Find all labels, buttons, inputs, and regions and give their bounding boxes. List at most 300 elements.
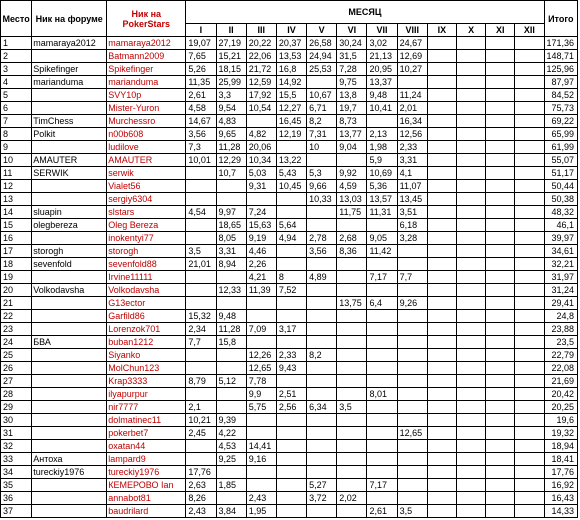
table-row bbox=[1, 128, 578, 141]
month-score-cell bbox=[216, 349, 246, 362]
month-score-cell: 8,79 bbox=[186, 375, 216, 388]
pokerstars-nick-cell: slstars bbox=[107, 206, 186, 219]
pokerstars-nick-cell: SVY10p bbox=[107, 89, 186, 102]
month-score-cell: 5,26 bbox=[186, 63, 216, 76]
month-column-header: VIII bbox=[397, 24, 427, 37]
month-score-cell: 12,26 bbox=[246, 349, 276, 362]
month-score-cell bbox=[486, 154, 515, 167]
month-score-cell: 7,3 bbox=[186, 141, 216, 154]
month-score-cell bbox=[186, 193, 216, 206]
month-score-cell bbox=[397, 466, 427, 479]
month-score-cell: 12,69 bbox=[397, 50, 427, 63]
month-score-cell bbox=[515, 440, 544, 453]
month-score-cell bbox=[486, 63, 515, 76]
forum-nick-cell: БВА bbox=[32, 336, 107, 349]
month-score-cell bbox=[486, 193, 515, 206]
month-score-cell: 4,82 bbox=[246, 128, 276, 141]
table-row bbox=[1, 37, 578, 50]
month-score-cell: 9,16 bbox=[246, 453, 276, 466]
month-score-cell: 2,34 bbox=[186, 323, 216, 336]
month-score-cell bbox=[427, 271, 456, 284]
pokerstars-nick-cell: marianduma bbox=[107, 76, 186, 89]
month-score-cell bbox=[457, 37, 486, 50]
pokerstars-nick-cell: inokentyi77 bbox=[107, 232, 186, 245]
place-cell: 25 bbox=[1, 349, 32, 362]
month-score-cell: 13,8 bbox=[337, 89, 367, 102]
total-cell: 65,99 bbox=[544, 128, 577, 141]
month-score-cell bbox=[276, 245, 306, 258]
month-score-cell bbox=[337, 323, 367, 336]
month-score-cell bbox=[427, 232, 456, 245]
month-column-header: X bbox=[457, 24, 486, 37]
month-score-cell bbox=[457, 63, 486, 76]
table-row bbox=[1, 50, 578, 63]
place-cell: 10 bbox=[1, 154, 32, 167]
month-score-cell bbox=[457, 271, 486, 284]
month-score-cell bbox=[486, 128, 515, 141]
month-score-cell bbox=[367, 492, 397, 505]
month-score-cell bbox=[486, 89, 515, 102]
month-score-cell bbox=[515, 349, 544, 362]
table-row bbox=[1, 258, 578, 271]
month-score-cell: 5,12 bbox=[216, 375, 246, 388]
month-score-cell bbox=[486, 258, 515, 271]
forum-nick-cell bbox=[32, 505, 107, 518]
table-row bbox=[1, 466, 578, 479]
total-cell: 22,79 bbox=[544, 349, 577, 362]
month-score-cell bbox=[457, 115, 486, 128]
month-score-cell bbox=[276, 466, 306, 479]
month-score-cell: 11,24 bbox=[397, 89, 427, 102]
month-score-cell: 9,48 bbox=[216, 310, 246, 323]
month-score-cell bbox=[216, 362, 246, 375]
month-score-cell: 13,53 bbox=[276, 50, 306, 63]
month-score-cell: 2,13 bbox=[367, 128, 397, 141]
month-score-cell bbox=[427, 193, 456, 206]
month-score-cell: 11,28 bbox=[216, 323, 246, 336]
month-score-cell bbox=[367, 349, 397, 362]
month-score-cell bbox=[397, 453, 427, 466]
month-score-cell bbox=[515, 258, 544, 271]
pokerstars-nick-cell: MolChun123 bbox=[107, 362, 186, 375]
month-score-cell bbox=[246, 414, 276, 427]
month-score-cell: 5,64 bbox=[276, 219, 306, 232]
place-cell: 5 bbox=[1, 89, 32, 102]
month-score-cell bbox=[397, 336, 427, 349]
month-score-cell bbox=[457, 310, 486, 323]
month-score-cell bbox=[276, 297, 306, 310]
total-cell: 148,71 bbox=[544, 50, 577, 63]
month-score-cell bbox=[337, 505, 367, 518]
standings-body bbox=[1, 37, 578, 518]
month-score-cell bbox=[457, 414, 486, 427]
month-score-cell bbox=[367, 219, 397, 232]
month-score-cell: 3,02 bbox=[367, 37, 397, 50]
total-cell: 84,52 bbox=[544, 89, 577, 102]
forum-nick-cell bbox=[32, 180, 107, 193]
place-cell: 17 bbox=[1, 245, 32, 258]
month-score-cell bbox=[246, 310, 276, 323]
month-score-cell: 2,56 bbox=[276, 401, 306, 414]
place-cell: 1 bbox=[1, 37, 32, 50]
month-score-cell: 13,75 bbox=[337, 297, 367, 310]
month-score-cell bbox=[486, 141, 515, 154]
month-score-cell bbox=[337, 440, 367, 453]
month-score-cell bbox=[337, 284, 367, 297]
month-score-cell: 24,67 bbox=[397, 37, 427, 50]
month-score-cell bbox=[216, 388, 246, 401]
month-score-cell bbox=[427, 427, 456, 440]
month-score-cell: 15,21 bbox=[216, 50, 246, 63]
month-score-cell bbox=[186, 453, 216, 466]
month-score-cell: 1,98 bbox=[367, 141, 397, 154]
month-score-cell bbox=[457, 284, 486, 297]
place-header: Место bbox=[1, 1, 32, 37]
forum-nick-cell bbox=[32, 401, 107, 414]
month-score-cell bbox=[276, 414, 306, 427]
month-score-cell bbox=[515, 245, 544, 258]
month-score-cell bbox=[486, 76, 515, 89]
month-score-cell: 10,54 bbox=[246, 102, 276, 115]
month-score-cell bbox=[367, 284, 397, 297]
month-score-cell bbox=[307, 375, 337, 388]
month-score-cell bbox=[515, 37, 544, 50]
month-score-cell: 3,5 bbox=[186, 245, 216, 258]
month-score-cell bbox=[486, 479, 515, 492]
month-score-cell bbox=[397, 414, 427, 427]
place-cell: 27 bbox=[1, 375, 32, 388]
pokerstars-nick-cell: ilyapurpur bbox=[107, 388, 186, 401]
month-score-cell bbox=[515, 310, 544, 323]
month-score-cell bbox=[337, 375, 367, 388]
table-row bbox=[1, 414, 578, 427]
month-column-header: VII bbox=[367, 24, 397, 37]
month-score-cell bbox=[515, 297, 544, 310]
month-score-cell bbox=[486, 323, 515, 336]
forum-nick-cell bbox=[32, 193, 107, 206]
total-cell: 18,94 bbox=[544, 440, 577, 453]
month-score-cell bbox=[457, 349, 486, 362]
month-score-cell bbox=[367, 375, 397, 388]
month-score-cell bbox=[427, 310, 456, 323]
month-score-cell: 9,97 bbox=[216, 206, 246, 219]
month-score-cell: 8,05 bbox=[216, 232, 246, 245]
month-score-cell: 9,19 bbox=[246, 232, 276, 245]
month-score-cell bbox=[367, 310, 397, 323]
place-cell: 23 bbox=[1, 323, 32, 336]
month-score-cell: 3,3 bbox=[216, 89, 246, 102]
month-score-cell: 2,61 bbox=[367, 505, 397, 518]
month-score-cell bbox=[427, 245, 456, 258]
month-score-cell bbox=[307, 206, 337, 219]
month-score-cell bbox=[427, 37, 456, 50]
month-score-cell bbox=[457, 479, 486, 492]
pokerstars-nick-cell: n00b608 bbox=[107, 128, 186, 141]
month-score-cell bbox=[457, 76, 486, 89]
month-score-cell: 3,51 bbox=[397, 206, 427, 219]
month-score-cell bbox=[367, 466, 397, 479]
pokerstars-nick-cell: AMAUTER bbox=[107, 154, 186, 167]
place-cell: 34 bbox=[1, 466, 32, 479]
place-cell: 29 bbox=[1, 401, 32, 414]
place-cell: 7 bbox=[1, 115, 32, 128]
table-row bbox=[1, 388, 578, 401]
month-score-cell: 3,31 bbox=[216, 245, 246, 258]
forum-nick-cell bbox=[32, 297, 107, 310]
month-score-cell bbox=[457, 167, 486, 180]
month-score-cell bbox=[486, 271, 515, 284]
month-score-cell bbox=[486, 102, 515, 115]
month-score-cell bbox=[457, 128, 486, 141]
month-score-cell: 10,01 bbox=[186, 154, 216, 167]
month-score-cell: 16,45 bbox=[276, 115, 306, 128]
month-score-cell bbox=[457, 440, 486, 453]
table-row bbox=[1, 193, 578, 206]
month-score-cell: 19,07 bbox=[186, 37, 216, 50]
place-cell: 36 bbox=[1, 492, 32, 505]
total-cell: 46,1 bbox=[544, 219, 577, 232]
month-score-cell bbox=[515, 284, 544, 297]
total-cell: 87,97 bbox=[544, 76, 577, 89]
month-score-cell bbox=[486, 167, 515, 180]
month-score-cell bbox=[216, 271, 246, 284]
month-score-cell: 4,1 bbox=[397, 167, 427, 180]
month-score-cell bbox=[515, 479, 544, 492]
month-score-cell bbox=[397, 76, 427, 89]
month-score-cell: 25,99 bbox=[216, 76, 246, 89]
forum-nick-cell bbox=[32, 323, 107, 336]
month-score-cell bbox=[337, 336, 367, 349]
month-score-cell: 5,43 bbox=[276, 167, 306, 180]
pokerstars-nick-cell: Batmann2009 bbox=[107, 50, 186, 63]
month-score-cell bbox=[515, 323, 544, 336]
place-cell: 26 bbox=[1, 362, 32, 375]
place-cell: 13 bbox=[1, 193, 32, 206]
month-score-cell: 12,59 bbox=[246, 76, 276, 89]
month-score-cell: 5,03 bbox=[246, 167, 276, 180]
forum-nick-cell bbox=[32, 310, 107, 323]
month-score-cell bbox=[307, 440, 337, 453]
place-cell: 3 bbox=[1, 63, 32, 76]
month-score-cell bbox=[186, 271, 216, 284]
month-score-cell: 2,33 bbox=[276, 349, 306, 362]
pokerstars-nick-cell: Oleg Bereza bbox=[107, 219, 186, 232]
month-score-cell bbox=[276, 492, 306, 505]
month-score-cell: 2,45 bbox=[186, 427, 216, 440]
month-score-cell bbox=[427, 258, 456, 271]
month-score-cell bbox=[457, 102, 486, 115]
month-score-cell bbox=[246, 115, 276, 128]
total-cell: 48,32 bbox=[544, 206, 577, 219]
month-score-cell bbox=[427, 297, 456, 310]
month-score-cell bbox=[427, 349, 456, 362]
month-score-cell bbox=[216, 193, 246, 206]
month-score-cell bbox=[427, 362, 456, 375]
month-score-cell: 3,56 bbox=[307, 245, 337, 258]
month-score-cell: 20,22 bbox=[246, 37, 276, 50]
table-row bbox=[1, 362, 578, 375]
month-score-cell bbox=[367, 258, 397, 271]
total-cell: 69,22 bbox=[544, 115, 577, 128]
month-score-cell bbox=[515, 427, 544, 440]
month-score-cell bbox=[186, 349, 216, 362]
month-score-cell bbox=[486, 505, 515, 518]
forum-nick-cell: Volkodavsha bbox=[32, 284, 107, 297]
month-score-cell bbox=[515, 206, 544, 219]
pokerstars-nick-cell: annabot81 bbox=[107, 492, 186, 505]
place-cell: 24 bbox=[1, 336, 32, 349]
month-score-cell bbox=[367, 401, 397, 414]
month-score-cell bbox=[457, 245, 486, 258]
month-score-cell: 15,5 bbox=[276, 89, 306, 102]
month-score-cell bbox=[367, 414, 397, 427]
month-score-cell bbox=[515, 180, 544, 193]
month-score-cell bbox=[307, 362, 337, 375]
place-cell: 32 bbox=[1, 440, 32, 453]
month-score-cell: 5,36 bbox=[367, 180, 397, 193]
month-score-cell bbox=[457, 427, 486, 440]
month-column-header: V bbox=[307, 24, 337, 37]
forum-nick-header: Ник на форуме bbox=[32, 1, 107, 37]
place-cell: 16 bbox=[1, 232, 32, 245]
place-cell: 9 bbox=[1, 141, 32, 154]
month-score-cell bbox=[427, 375, 456, 388]
forum-nick-cell: SERWIK bbox=[32, 167, 107, 180]
total-cell: 171,36 bbox=[544, 37, 577, 50]
month-score-cell bbox=[486, 492, 515, 505]
pokerstars-nick-header: Ник на PokerStars bbox=[107, 1, 186, 37]
month-score-cell: 2,33 bbox=[397, 141, 427, 154]
place-cell: 33 bbox=[1, 453, 32, 466]
month-score-cell: 13,77 bbox=[337, 128, 367, 141]
month-score-cell bbox=[515, 232, 544, 245]
total-cell: 16,43 bbox=[544, 492, 577, 505]
month-score-cell: 7,52 bbox=[276, 284, 306, 297]
month-score-cell bbox=[457, 206, 486, 219]
table-row bbox=[1, 219, 578, 232]
month-score-cell bbox=[397, 479, 427, 492]
total-cell: 14,33 bbox=[544, 505, 577, 518]
month-score-cell bbox=[515, 128, 544, 141]
month-score-cell bbox=[427, 440, 456, 453]
month-score-cell bbox=[486, 310, 515, 323]
month-score-cell: 10,34 bbox=[246, 154, 276, 167]
month-score-cell bbox=[307, 453, 337, 466]
month-score-cell bbox=[515, 141, 544, 154]
month-score-cell bbox=[427, 206, 456, 219]
month-score-cell bbox=[397, 440, 427, 453]
month-score-cell: 5,27 bbox=[307, 479, 337, 492]
month-score-cell bbox=[186, 167, 216, 180]
month-score-cell: 13,37 bbox=[367, 76, 397, 89]
total-cell: 39,97 bbox=[544, 232, 577, 245]
month-score-cell: 19,7 bbox=[337, 102, 367, 115]
month-score-cell bbox=[367, 427, 397, 440]
month-score-cell bbox=[486, 219, 515, 232]
month-score-cell: 6,34 bbox=[307, 401, 337, 414]
pokerstars-nick-cell: sevenfold88 bbox=[107, 258, 186, 271]
month-score-cell bbox=[276, 310, 306, 323]
month-column-header: I bbox=[186, 24, 216, 37]
forum-nick-cell: Антоха bbox=[32, 453, 107, 466]
month-score-cell: 2,63 bbox=[186, 479, 216, 492]
month-score-cell bbox=[216, 466, 246, 479]
month-score-cell: 21,13 bbox=[367, 50, 397, 63]
month-score-cell: 27,19 bbox=[216, 37, 246, 50]
month-score-cell bbox=[515, 401, 544, 414]
forum-nick-cell bbox=[32, 492, 107, 505]
forum-nick-cell: sluapin bbox=[32, 206, 107, 219]
place-cell: 12 bbox=[1, 180, 32, 193]
table-row bbox=[1, 271, 578, 284]
table-row bbox=[1, 492, 578, 505]
month-score-cell bbox=[515, 193, 544, 206]
month-score-cell bbox=[307, 76, 337, 89]
month-score-cell bbox=[427, 466, 456, 479]
forum-nick-cell bbox=[32, 375, 107, 388]
month-score-cell bbox=[337, 271, 367, 284]
month-score-cell bbox=[397, 284, 427, 297]
month-score-cell bbox=[486, 375, 515, 388]
table-row bbox=[1, 76, 578, 89]
month-score-cell bbox=[367, 323, 397, 336]
month-score-cell bbox=[427, 76, 456, 89]
month-score-cell: 18,15 bbox=[216, 63, 246, 76]
pokerstars-nick-cell: serwik bbox=[107, 167, 186, 180]
month-score-cell bbox=[457, 141, 486, 154]
total-cell: 18,41 bbox=[544, 453, 577, 466]
month-score-cell: 3,72 bbox=[307, 492, 337, 505]
month-score-cell bbox=[307, 466, 337, 479]
month-score-cell bbox=[307, 219, 337, 232]
month-score-cell bbox=[457, 154, 486, 167]
month-score-cell bbox=[276, 258, 306, 271]
month-score-cell: 7,7 bbox=[186, 336, 216, 349]
place-cell: 30 bbox=[1, 414, 32, 427]
month-score-cell: 3,5 bbox=[337, 401, 367, 414]
month-score-cell: 14,67 bbox=[186, 115, 216, 128]
month-score-cell: 8 bbox=[276, 271, 306, 284]
month-score-cell: 7,17 bbox=[367, 271, 397, 284]
month-score-cell bbox=[427, 167, 456, 180]
pokerstars-nick-cell: Garfild86 bbox=[107, 310, 186, 323]
month-score-cell: 7,7 bbox=[397, 271, 427, 284]
month-score-cell bbox=[246, 427, 276, 440]
place-cell: 4 bbox=[1, 76, 32, 89]
month-score-cell bbox=[486, 232, 515, 245]
table-row bbox=[1, 440, 578, 453]
table-row bbox=[1, 427, 578, 440]
month-score-cell: 9,26 bbox=[397, 297, 427, 310]
month-score-cell: 7,28 bbox=[337, 63, 367, 76]
month-score-cell bbox=[276, 141, 306, 154]
month-score-cell bbox=[427, 336, 456, 349]
month-score-cell: 12,19 bbox=[276, 128, 306, 141]
month-score-cell: 8,36 bbox=[337, 245, 367, 258]
total-cell: 22,08 bbox=[544, 362, 577, 375]
month-score-cell bbox=[515, 492, 544, 505]
forum-nick-cell bbox=[32, 440, 107, 453]
month-score-cell bbox=[515, 167, 544, 180]
month-score-cell: 13,22 bbox=[276, 154, 306, 167]
month-score-cell bbox=[337, 414, 367, 427]
month-score-cell bbox=[276, 375, 306, 388]
month-score-cell bbox=[246, 193, 276, 206]
month-score-cell bbox=[186, 362, 216, 375]
month-score-cell bbox=[486, 414, 515, 427]
month-score-cell bbox=[457, 492, 486, 505]
month-score-cell bbox=[186, 297, 216, 310]
